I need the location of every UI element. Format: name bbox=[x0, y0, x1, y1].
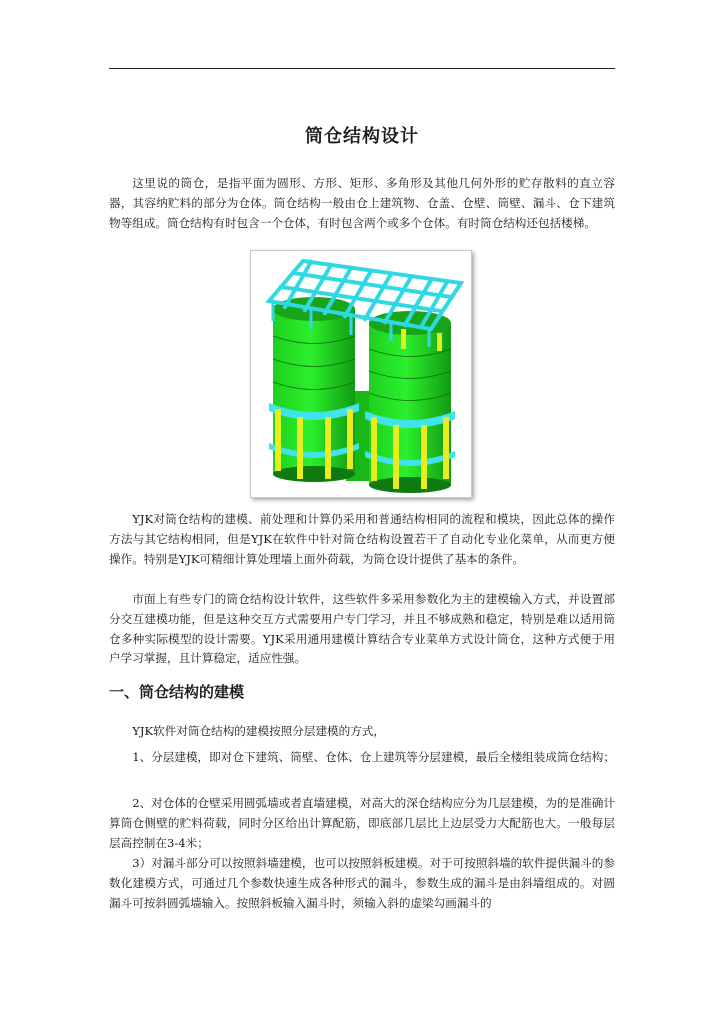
section1-paragraph-1: YJK软件对筒仓结构的建模按照分层建模的方式， bbox=[132, 724, 386, 738]
left-silo-icon bbox=[269, 297, 359, 482]
silo-model-figure bbox=[250, 250, 472, 498]
section1-paragraph-3: 2、对仓体的仓壁采用圆弧墙或者直墙建模，对高大的深仓结构应分为几层建模，为的是准确计算筒仓侧壁的贮料荷载，同时分区给出计算配筋，即底部几层比上边层受力大配筋也大。一般每层层高控制在3-4米； bbox=[109, 796, 615, 850]
section1-paragraph-4: 3）对漏斗部分可以按照斜墙建模，也可以按照斜板建模。对于可按照斜墙的软件提供漏斗的参数化建模方式，可通过几个参数快速生成各种形式的漏斗，参数生成的漏斗是由斜墙组成的。对圆漏斗可按斜圆弧墙输入。按照斜板输入漏斗时，须输入斜的虚梁勾画漏斗的 bbox=[109, 856, 615, 910]
intro-paragraph: 这里说的筒仓，是指平面为圆形、方形、矩形、多角形及其他几何外形的贮存散料的直立容器，其容纳贮料的部分为仓体。筒仓结构一般由仓上建筑物、仓盖、仓壁、筒壁、漏斗、仓下建筑物等组成。筒仓结构有时包含一个仓体，有时包含两个或多个仓体。有时筒仓结构还包括楼梯。 bbox=[109, 176, 615, 230]
paragraph-2: YJK对筒仓结构的建模、前处理和计算仍采用和普通结构相同的流程和模块，因此总体的操作方法与其它结构相同，但是YJK在软件中针对筒仓结构设置若干了自动化专业化菜单，从而更方便操作。特别是YJK可精细计算处理墙上面外荷载，为筒仓设计提供了基本的条件。 bbox=[109, 512, 615, 566]
section-heading-1: 一、筒仓结构的建模 bbox=[109, 683, 245, 701]
paragraph-3: 市面上有些专门的筒仓结构设计软件，这些软件多采用参数化为主的建模输入方式，并设置部分交互建模功能，但是这种交互方式需要用户专门学习，并且不够成熟和稳定，特别是难以适用筒仓多种实际模型的设计需要。YJK采用通用建模计算结合专业菜单方式设计筒仓，这种方式便于用户学习掌握，且计算稳定，适应性强。 bbox=[109, 592, 615, 666]
page-title: 筒仓结构设计 bbox=[305, 126, 419, 147]
section1-paragraph-2: 1、分层建模，即对仓下建筑、筒壁、仓体、仓上建筑等分层建模，最后全楼组装成筒仓结构； bbox=[132, 750, 615, 764]
header-rule bbox=[109, 68, 615, 69]
silo-3d-model-icon bbox=[251, 251, 471, 497]
